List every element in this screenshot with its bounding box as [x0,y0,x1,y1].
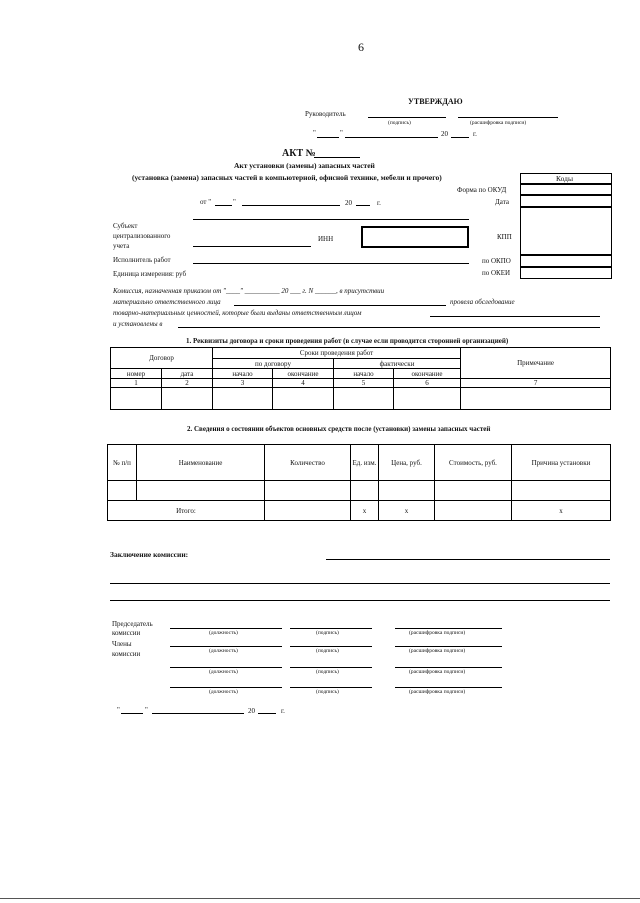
total-unit-x: x [351,501,379,521]
head-label: Руководитель [305,110,346,118]
head-decode-caption: (расшифровка подписи) [470,120,527,126]
date-label: Дата [495,198,509,206]
sig-decode-caption: (расшифровка подписи) [409,630,466,636]
act-subtitle-2: (установка (замена) запасных частей в компьютерной, офисной технике, мебели и прочего) [132,173,442,182]
cell-input[interactable] [334,388,394,410]
okei-code-cell[interactable] [520,267,612,279]
sig-decode-line[interactable] [395,646,502,647]
cell-input[interactable] [512,481,611,501]
cell-input[interactable] [265,481,351,501]
th-unit: Ед. изм. [351,445,379,481]
kpp-label: КПП [497,233,512,241]
okud-label: Форма по ОКУД [457,186,507,194]
cell-input[interactable] [137,481,265,501]
from-year-prefix: 20 [345,199,352,207]
th-start-actual: начало [334,369,394,379]
table-row [108,481,611,501]
act-title: АКТ № [282,148,316,159]
unit-label: Единица измерения: руб [113,270,187,278]
okei-label: по ОКЕИ [482,269,511,277]
th-contract: Договор [111,348,213,369]
th-end-actual: окончание [394,369,461,379]
sig-signature-line[interactable] [290,628,372,629]
okpo-label: по ОКПО [482,257,511,265]
approve-day-line [317,137,339,138]
th-actual: фактически [334,359,461,369]
sig-decode-line[interactable] [395,667,502,668]
col-num-3: 3 [213,379,273,388]
total-reason-x: x [512,501,611,521]
total-price-x: x [379,501,435,521]
subject-label-1: Субъект [113,222,138,230]
top-info-line [193,219,469,220]
cell-input[interactable] [162,388,213,410]
cell-input[interactable] [351,481,379,501]
conclusion-line-2 [110,583,610,584]
sig-decode-caption: (расшифровка подписи) [409,689,466,695]
inn-field[interactable] [361,226,469,248]
commission-line-2a: материально ответственного лица [113,298,221,306]
approve-date-quote: " [313,129,316,137]
th-quantity: Количество [265,445,351,481]
approve-year-prefix: 20 [441,130,448,138]
section1-title: 1. Реквизиты договора и сроки проведения работ (в случае если проводится сторонней организацией) [186,337,509,345]
head-sig-caption: (подпись) [388,120,411,126]
section2-title: 2. Сведения о состоянии объектов основных средств после (установки) замены запасных частей [187,425,491,433]
subject-line [193,246,311,247]
conclusion-line-1 [326,559,610,560]
members-label-2: комиссии [112,650,141,658]
from-year-line [356,205,370,206]
act-number-line [314,157,360,158]
col-num-4: 4 [273,379,334,388]
cell-input[interactable] [379,481,435,501]
sig-position-line[interactable] [170,687,282,688]
inn-label: ИНН [318,235,334,243]
total-row [108,501,611,521]
cell-input[interactable] [394,388,461,410]
th-start-contract: начало [213,369,273,379]
col-num-5: 5 [334,379,394,388]
th-number: номер [111,369,162,379]
executor-label: Исполнитель работ [113,256,171,264]
sig-date-quote2: " [145,706,148,714]
conclusion-line-3 [110,600,610,601]
subject-label-3: учета [113,242,130,250]
contract-table [110,347,611,410]
subject-label-2: централизованного [113,232,171,240]
head-decode-line [458,117,558,118]
responsible-person-line [234,305,446,306]
sig-position-line[interactable] [170,628,282,629]
approve-title: УТВЕРЖДАЮ [408,97,463,106]
cell-input[interactable] [111,388,162,410]
table-row [111,388,611,410]
approve-year-suffix: г. [473,130,477,138]
sig-year-prefix: 20 [248,707,255,715]
from-label: от " [200,198,212,206]
sig-signature-line[interactable] [290,646,372,647]
th-cost: Стоимость, руб. [435,445,512,481]
commission-line-3: товарно-материальных ценностей, которые были выданы ответственным лицом [113,309,362,317]
assets-table [107,444,611,521]
from-month-line [242,205,340,206]
th-date: дата [162,369,213,379]
cell-input[interactable] [213,388,273,410]
chair-label-1: Председатель [112,620,153,628]
col-num-1: 1 [111,379,162,388]
from-quote: " [233,198,236,206]
sig-position-caption: (должность) [209,689,238,695]
commission-line-1: Комиссия, назначенная приказом от "____" __________ 20 ___ г. N ______, в присутствии [113,287,385,295]
sig-decode-line[interactable] [395,628,502,629]
date-code-cell[interactable] [520,195,612,207]
page-bottom-rule [0,898,640,899]
sig-year-suffix: г. [281,707,285,715]
conclusion-label: Заключение комиссии: [110,550,189,559]
total-label: Итого: [108,501,265,521]
th-terms: Сроки проведения работ [213,348,461,359]
okpo-code-cell[interactable] [520,255,612,267]
th-by-contract: по договору [213,359,334,369]
from-day-line [215,205,232,206]
th-row-number: № п/п [108,445,137,481]
kpp-code-cell[interactable] [520,207,612,255]
sig-month-line [152,713,244,714]
th-name: Наименование [137,445,265,481]
sig-position-line[interactable] [170,646,282,647]
sig-date-quote: " [117,706,120,714]
page-number: 6 [358,40,364,54]
sig-signature-caption: (подпись) [316,648,339,654]
th-note: Примечание [461,348,611,379]
sig-year-line [258,713,276,714]
chair-label-2: комиссии [112,629,141,637]
sig-decode-line[interactable] [395,687,502,688]
commission-line-4: и установлены в [113,320,163,328]
sig-position-caption: (должность) [209,648,238,654]
total-cost[interactable] [435,501,512,521]
sig-position-line[interactable] [170,667,282,668]
th-end-contract: окончание [273,369,334,379]
sig-position-caption: (должность) [209,669,238,675]
sig-signature-line[interactable] [290,667,372,668]
th-reason: Причина установки [512,445,611,481]
total-quantity[interactable] [265,501,351,521]
head-signature-line [368,117,446,118]
issuer-line [430,316,600,317]
col-num-2: 2 [162,379,213,388]
sig-signature-line[interactable] [290,687,372,688]
okud-code-cell[interactable] [520,184,612,195]
approve-year-line [451,137,469,138]
sig-signature-caption: (подпись) [316,669,339,675]
members-label-1: Члены [112,640,132,648]
cell-input[interactable] [273,388,334,410]
sig-position-caption: (должность) [209,630,238,636]
approve-month-line [345,137,438,138]
th-price: Цена, руб. [379,445,435,481]
sig-signature-caption: (подпись) [316,630,339,636]
sig-signature-caption: (подпись) [316,689,339,695]
approve-date-quote2: " [340,129,343,137]
cell-input[interactable] [461,388,611,410]
cell-input[interactable] [435,481,512,501]
sig-decode-caption: (расшифровка подписи) [409,648,466,654]
act-subtitle: Акт установки (замены) запасных частей [234,161,375,170]
commission-line-2b: провела обследование [450,298,515,306]
sig-day-line [121,713,143,714]
col-num-7: 7 [461,379,611,388]
sig-decode-caption: (расшифровка подписи) [409,669,466,675]
cell-input[interactable] [108,481,137,501]
col-num-6: 6 [394,379,461,388]
executor-line [193,263,469,264]
from-year-suffix: г. [377,199,381,207]
codes-header: Коды [556,174,574,183]
installed-in-line [178,327,600,328]
